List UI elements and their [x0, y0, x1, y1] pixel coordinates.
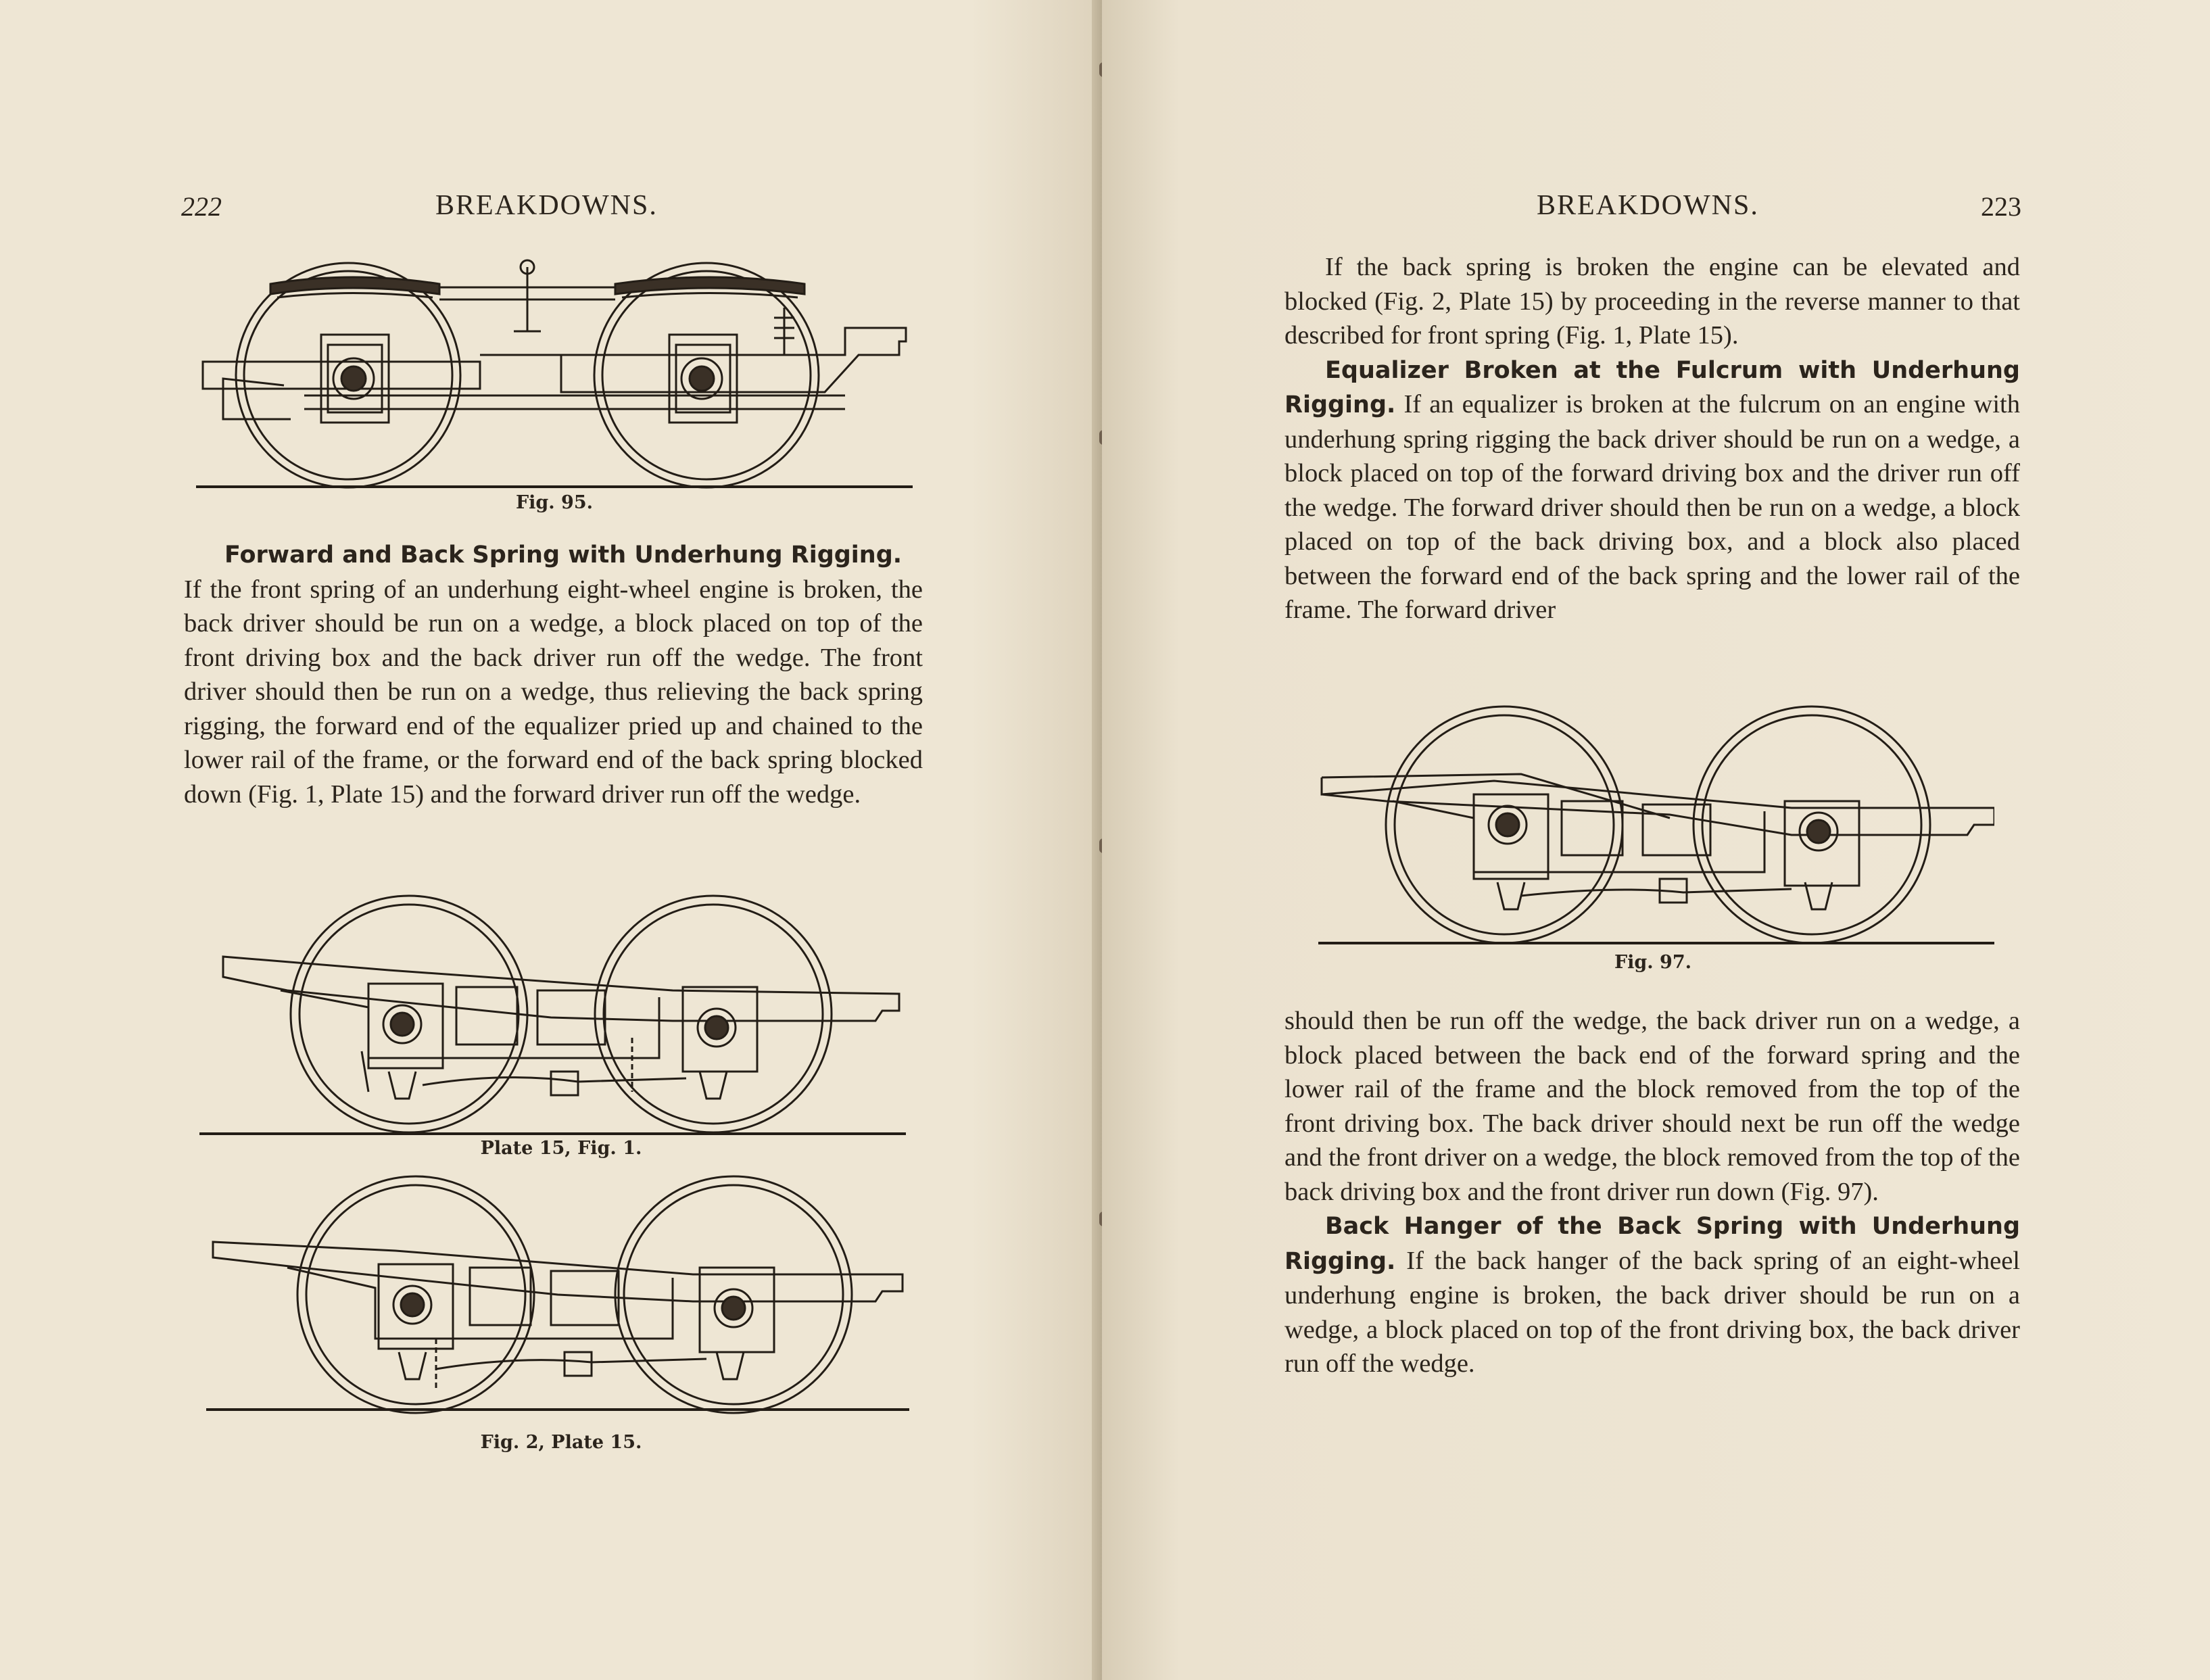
plate-15-fig-1-illustration: [199, 889, 906, 1139]
plate-15-fig-1-caption: Plate 15, Fig. 1.: [480, 1138, 642, 1159]
right-text-block-bottom: [1284, 1004, 2020, 1381]
left-text-block: [184, 537, 923, 811]
running-head: BREAKDOWNS.: [435, 190, 658, 221]
paragraph-1: If the back spring is broken the engine can be elevated and blocked (Fig. 2, Plate 15) by proceeding in the reverse manner to that described for front spring (Fig. 1, Plate 15).: [1284, 253, 2020, 350]
right-page: [1102, 0, 2210, 1680]
section-2-body: If an equalizer is broken at the fulcrum on an engine with underhung spring rigging the back driver should be run on a wedge, a block placed on top of the forward driving box and the driver run off the wedge. The forward driver should then be run on a wedge, a block placed on top of the back driving box, and a block also placed between the forward end of the back spring and the lower rail of the frame. The forward driver: [1284, 390, 2021, 624]
section-4-body: If the back hanger of the back spring of an eight-wheel underhung engine is broken, the back driver should be run on a wedge, a block placed on top of the front driving box, the back driver run off the wedge.: [1284, 1246, 2020, 1378]
fig-95-caption: Fig. 95.: [515, 492, 594, 513]
section-2-heading: Equalizer Broken at the Fulcrum with Underhung Rigging.: [1284, 356, 2020, 418]
page-number: 223: [1981, 191, 2021, 222]
section-heading: Forward and Back Spring with Underhung Rigging.: [224, 542, 903, 569]
paragraph-3: should then be run off the wedge, the back driver run on a wedge, a block placed between the back end of the forward spring and the lower rail of the frame and the block removed from the top of the front driving box. The back driver should next be run off the wedge and the front driver on a wedge, the block removed from the top of the back driving box and the front driver run down (Fig. 97).: [1284, 1007, 2020, 1206]
fig-97-illustration: [1318, 700, 1994, 950]
left-page: [0, 0, 1102, 1680]
right-text-block-top: [1284, 250, 2020, 627]
fig-2-plate-15-caption: Fig. 2, Plate 15.: [480, 1432, 642, 1453]
page-number: 222: [181, 191, 222, 222]
fig-97-caption: Fig. 97.: [1614, 952, 1692, 973]
section-body: If the front spring of an underhung eight-wheel engine is broken, the back driver should be run on a wedge, a block placed on top of the front driving box and the back driver run off the wedge. The front driver should then be run on a wedge, thus relieving the back spring rigging, the forward end of the equalizer pried up and chained to the lower rail of the frame, or the forward end of the back spring blocked down (Fig. 1, Plate 15) and the forward driver run off the wedge.: [184, 575, 923, 809]
section-4-heading: Back Hanger of the Back Spring with Underhung Rigging.: [1284, 1213, 2020, 1275]
running-head: BREAKDOWNS.: [1537, 190, 1759, 221]
fig-95-illustration: [196, 254, 913, 494]
fig-2-plate-15-illustration: [206, 1166, 909, 1416]
